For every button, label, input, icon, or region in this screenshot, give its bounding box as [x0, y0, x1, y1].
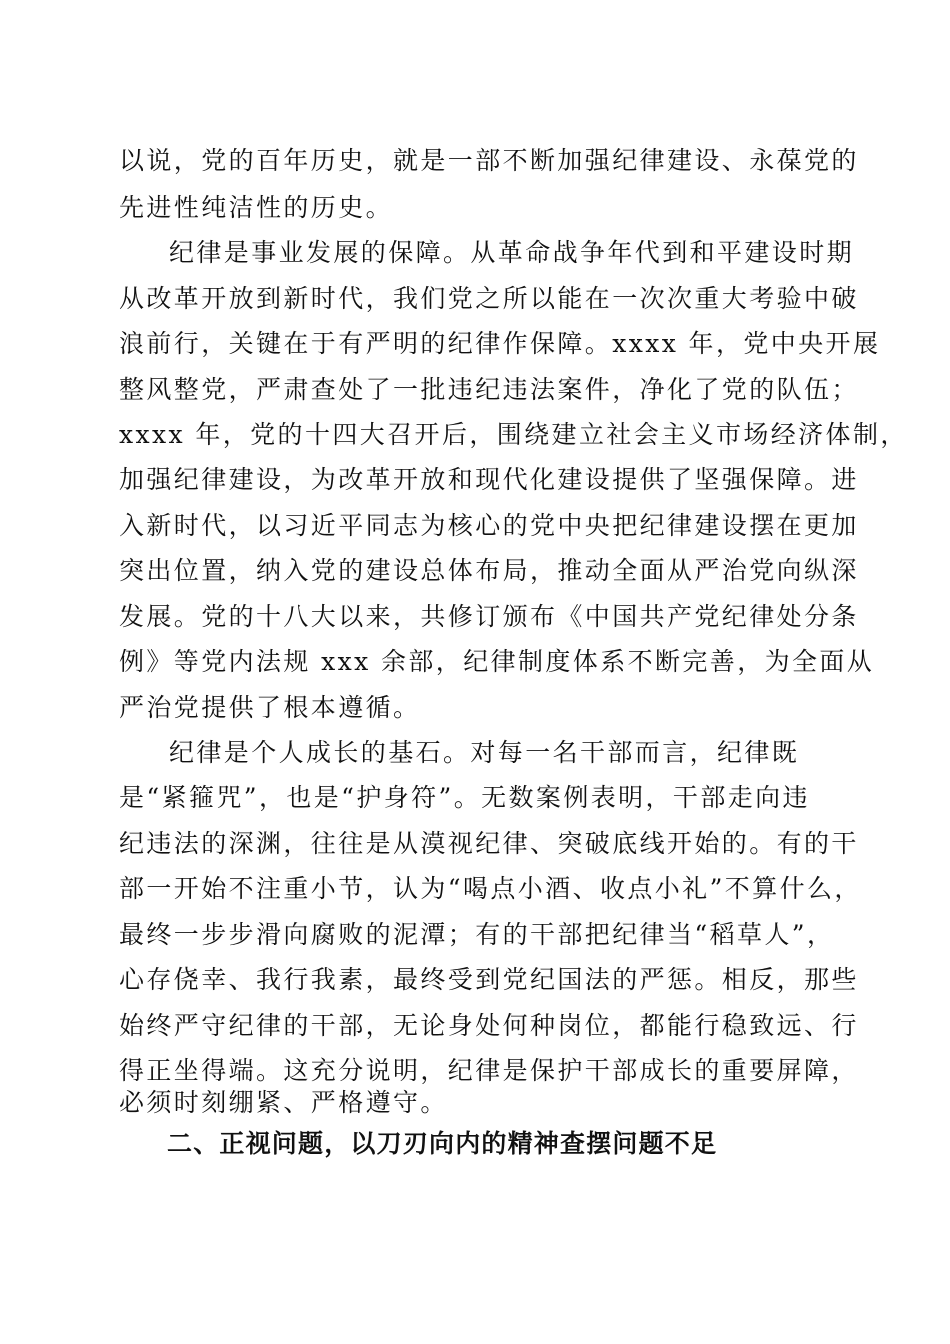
paragraph-line: 最终一步步滑向腐败的泥潭；有的干部把纪律当“稻草人”， — [119, 920, 835, 949]
paragraph-line: 纪律是事业发展的保障。从革命战争年代到和平建设时期 — [169, 238, 855, 267]
paragraph-line: 纪违法的深渊，往往是从漠视纪律、突破底线开始的。有的干 — [119, 829, 859, 858]
paragraph-line: 加强纪律建设，为改革开放和现代化建设提供了坚强保障。进 — [119, 465, 859, 494]
paragraph-line: 先进性纯洁性的历史。 — [119, 193, 394, 222]
paragraph-line: 得正坐得端。这充分说明，纪律是保护干部成长的重要屏障， — [119, 1056, 859, 1085]
paragraph-line: 必须时刻绷紧、严格遵守。 — [119, 1088, 448, 1117]
paragraph-line: 部一开始不注重小节，认为“喝点小酒、收点小礼”不算什么， — [119, 874, 862, 903]
paragraph-line: 浪前行，关键在于有严明的纪律作保障。xxxx 年，党中央开展 — [119, 329, 881, 358]
paragraph-line: 入新时代，以习近平同志为核心的党中央把纪律建设摆在更加 — [119, 511, 859, 540]
paragraph-line: 纪律是个人成长的基石。对每一名干部而言，纪律既 — [169, 738, 800, 767]
paragraph-line: 严治党提供了根本遵循。 — [119, 693, 421, 722]
section-heading: 二、正视问题，以刀刃向内的精神查摆问题不足 — [167, 1129, 718, 1158]
paragraph-line: 从改革开放到新时代，我们党之所以能在一次次重大考验中破 — [119, 284, 859, 313]
paragraph-line: xxxx 年，党的十四大召开后，围绕建立社会主义市场经济体制， — [119, 420, 908, 449]
paragraph-line: 是“紧箍咒”，也是“护身符”。无数案例表明，干部走向违 — [119, 783, 810, 812]
paragraph-line: 例》等党内法规 xxx 余部，纪律制度体系不断完善，为全面从 — [119, 647, 875, 676]
paragraph-line: 整风整党，严肃查处了一批违纪违法案件，净化了党的队伍； — [119, 375, 859, 404]
paragraph-line: 发展。党的十八大以来，共修订颁布《中国共产党纪律处分条 — [119, 602, 859, 631]
paragraph-line: 突出位置，纳入党的建设总体布局，推动全面从严治党向纵深 — [119, 556, 859, 585]
paragraph-line: 心存侥幸、我行我素，最终受到党纪国法的严惩。相反，那些 — [119, 965, 859, 994]
paragraph-line: 始终严守纪律的干部，无论身处何种岗位，都能行稳致远、行 — [119, 1011, 859, 1040]
paragraph-line: 以说，党的百年历史，就是一部不断加强纪律建设、永葆党的 — [119, 146, 859, 175]
